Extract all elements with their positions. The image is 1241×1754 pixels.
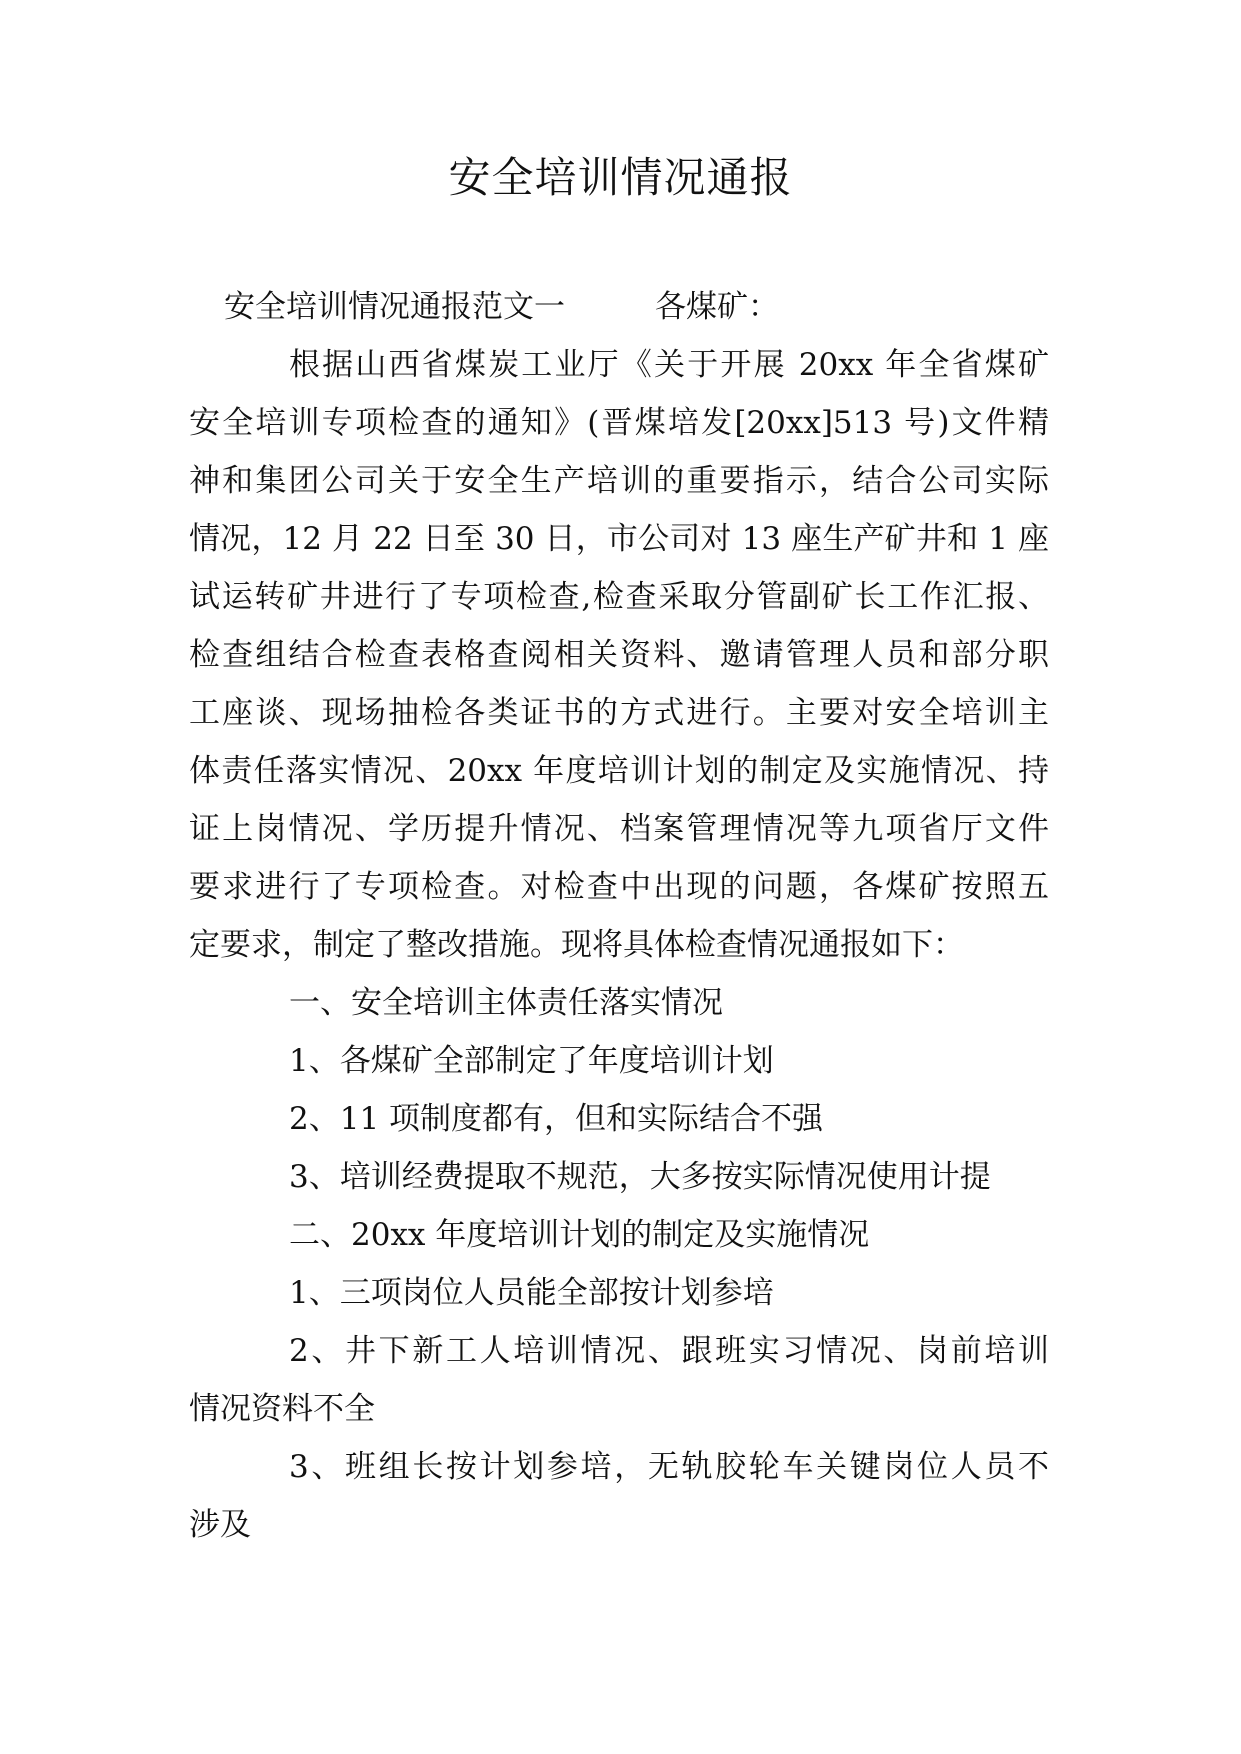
- intro-line: [189, 278, 1049, 336]
- para1-line: 根据山西省煤炭工业厅《关于开展 20xx 年全省煤矿: [289, 347, 1049, 383]
- document-body: [189, 278, 1049, 1554]
- section1-heading: 一、安全培训主体责任落实情况: [289, 985, 723, 1021]
- para1-line: 试运转矿井进行了专项检查,检查采取分管副矿长工作汇报、: [189, 579, 1049, 615]
- section1-item: 1、各煤矿全部制定了年度培训计划: [289, 1043, 774, 1079]
- section2-item: 1、三项岗位人员能全部按计划参培: [289, 1275, 774, 1311]
- para1-line: 工座谈、现场抽检各类证书的方式进行。主要对安全培训主: [189, 695, 1049, 731]
- intro-salutation: 各煤矿：: [655, 289, 779, 325]
- para1-line: 检查组结合检查表格查阅相关资料、邀请管理人员和部分职: [189, 637, 1049, 673]
- para1-line: 定要求，制定了整改措施。现将具体检查情况通报如下：: [189, 927, 964, 963]
- para1-line: 情况，12 月 22 日至 30 日，市公司对 13 座生产矿井和 1 座: [189, 521, 1049, 557]
- para1-line: 神和集团公司关于安全生产培训的重要指示，结合公司实际: [189, 463, 1049, 499]
- section2-item-continuation: 涉及: [189, 1507, 251, 1543]
- document-title: 安全培训情况通报: [448, 153, 793, 202]
- intro-heading: 安全培训情况通报范文一: [224, 289, 565, 325]
- section2-item-line: 2、井下新工人培训情况、跟班实习情况、岗前培训: [289, 1333, 1049, 1369]
- section1-item: 3、培训经费提取不规范，大多按实际情况使用计提: [289, 1159, 991, 1195]
- section1-item: 2、11 项制度都有，但和实际结合不强: [289, 1101, 824, 1137]
- para1-line: 安全培训专项检查的通知》(晋煤培发[20xx]513 号)文件精: [189, 405, 1049, 441]
- para1-line: 体责任落实情况、20xx 年度培训计划的制定及实施情况、持: [189, 753, 1049, 789]
- para1-line: 证上岗情况、学历提升情况、档案管理情况等九项省厅文件: [189, 811, 1049, 847]
- section2-item-line: 3、班组长按计划参培，无轨胶轮车关键岗位人员不: [289, 1449, 1049, 1485]
- section2-item-continuation: 情况资料不全: [189, 1391, 375, 1427]
- para1-line: 要求进行了专项检查。对检查中出现的问题，各煤矿按照五: [189, 869, 1049, 905]
- section2-heading: 二、20xx 年度培训计划的制定及实施情况: [289, 1217, 870, 1253]
